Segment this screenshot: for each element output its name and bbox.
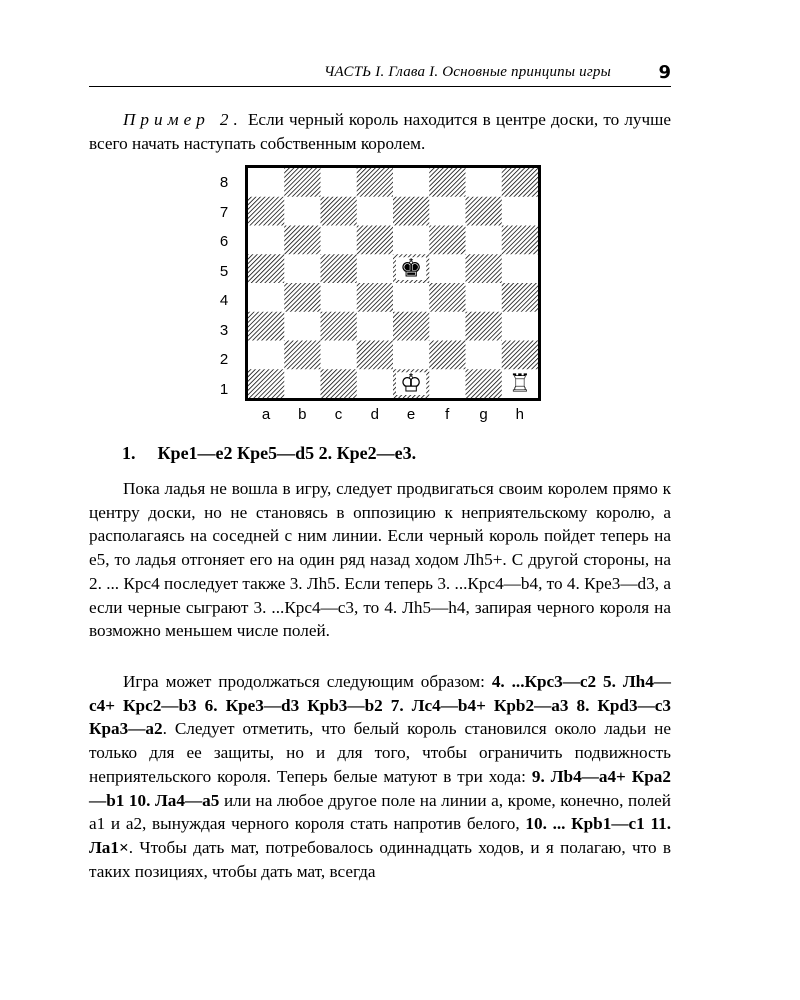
square-g7 — [466, 197, 503, 226]
running-header-title: ЧАСТЬ I. Глава I. Основные принципы игры — [324, 64, 611, 80]
square-e2 — [393, 341, 430, 370]
square-c7 — [321, 197, 358, 226]
square-e6 — [393, 226, 430, 255]
rank-label: 2 — [219, 351, 229, 368]
square-g8 — [466, 168, 503, 197]
square-c3 — [321, 312, 358, 341]
square-a5 — [248, 254, 285, 283]
intro-paragraph — [89, 108, 671, 155]
move-number: 1. — [122, 443, 136, 463]
square-h5 — [502, 254, 539, 283]
square-c2 — [321, 341, 358, 370]
paragraph-3-moves-2: 9. Лb4—а4+ Кра2—b1 10. Ла4—а5 — [89, 766, 671, 810]
file-label: c — [334, 406, 343, 423]
square-c6 — [321, 226, 358, 255]
square-b5 — [284, 254, 321, 283]
square-f3 — [429, 312, 466, 341]
square-c8 — [321, 168, 358, 197]
square-f5 — [429, 254, 466, 283]
square-d7 — [357, 197, 394, 226]
running-header — [89, 62, 671, 87]
file-label: e — [406, 406, 416, 423]
square-b1 — [284, 369, 321, 398]
square-g2 — [466, 341, 503, 370]
square-f6 — [429, 226, 466, 255]
main-line-moves — [122, 443, 416, 464]
square-e4 — [393, 283, 430, 312]
rank-label: 6 — [219, 233, 229, 250]
square-b8 — [284, 168, 321, 197]
square-c4 — [321, 283, 358, 312]
paragraph-3-moves-1: 4. ...Крс3—с2 5. Лh4—с4+ Крс2—b3 6. Кре3—d3 Крb3—b2 7. Лс4—b4+ Крb2—а3 8. Крd3—с3 Кра3—а2 — [89, 672, 671, 739]
square-h6 — [502, 226, 539, 255]
square-g6 — [466, 226, 503, 255]
square-b4 — [284, 283, 321, 312]
intro-text: Если черный король находится в центре доски, то лучше всего начать наступать собственным королем. — [89, 110, 672, 153]
rank-label: 4 — [219, 292, 229, 309]
file-label: f — [445, 406, 450, 423]
square-d2 — [357, 341, 394, 370]
paragraph-2: Пока ладья не вошла в игру, следует продвигаться своим королем прямо к центру доски, но не становясь в оппозицию к неприятельскому королю, а располагаясь на соседней с ним линии. Если черный король пойдет теперь на е5, то ладья отгоняет его на один ряд назад ходом Лh5+. С другой стороны, на 2. ... Крс4 последует также 3. Лh5. Если теперь 3. ...Крс4—b4, то 4. Кре3—d3, а если черные сыграют 3. ...Крс4—с3, то 4. Лh5—h4, запирая черного короля на возможно меньшем числе полей. — [89, 479, 671, 641]
square-a1 — [248, 369, 285, 398]
rank-label: 8 — [219, 174, 229, 191]
square-a6 — [248, 226, 285, 255]
square-h2 — [502, 341, 539, 370]
paragraph-3-text-4: . Чтобы дать мат, потребовалось одиннадцать ходов, и я полагаю, что в таких позициях, чтобы дать мат, всегда — [89, 837, 671, 881]
page-number: 9 — [658, 62, 671, 83]
square-b7 — [284, 197, 321, 226]
file-label: d — [370, 406, 379, 423]
square-c1 — [321, 369, 358, 398]
square-h8 — [502, 168, 539, 197]
square-h3 — [502, 312, 539, 341]
rank-label: 7 — [219, 203, 229, 221]
square-b6 — [284, 226, 321, 255]
square-b2 — [284, 341, 321, 370]
square-d5 — [357, 254, 394, 283]
square-g5 — [466, 254, 503, 283]
square-d3 — [357, 312, 394, 341]
white-king-icon: ♔ — [399, 368, 423, 398]
file-label: g — [479, 406, 488, 423]
file-label: a — [261, 406, 271, 423]
rank-label: 1 — [219, 380, 229, 398]
black-king-icon: ♚ — [399, 253, 423, 283]
paragraph-3-text-3: или на любое другое поле на линии а, кроме, конечно, полей а1 и а2, вынуждая черного короля стать напротив белого, — [89, 790, 671, 834]
square-f7 — [429, 197, 466, 226]
file-label: b — [298, 406, 307, 423]
move-text: Кре1—е2 Кре5—d5 2. Кре2—е3. — [157, 443, 417, 463]
square-a8 — [248, 168, 285, 197]
square-g1 — [466, 369, 503, 398]
square-a4 — [248, 283, 285, 312]
square-a7 — [248, 197, 285, 226]
square-d6 — [357, 226, 394, 255]
square-c5 — [321, 254, 358, 283]
paragraph-3 — [89, 670, 671, 883]
square-e7 — [393, 197, 430, 226]
square-d8 — [357, 168, 394, 197]
example-label: Пример 2. — [123, 110, 243, 129]
square-d4 — [357, 283, 394, 312]
square-a2 — [248, 341, 285, 370]
paragraph-3-text-2: . Следует отметить, что белый король становился около ладьи не только для ее защиты, но и для того, чтобы ограничить подвижность неприятельского короля. Теперь белые матуют в три хода: — [89, 719, 671, 786]
rank-label: 5 — [219, 262, 229, 280]
square-f2 — [429, 341, 466, 370]
square-h7 — [502, 197, 539, 226]
square-g4 — [466, 283, 503, 312]
square-g3 — [466, 312, 503, 341]
paragraph-3-text-1: Игра может продолжаться следующим образом: — [123, 672, 492, 691]
paragraph-3-moves-3: 10. ... Крb1—с1 11. Ла1× — [89, 814, 671, 857]
square-e3 — [393, 312, 430, 341]
file-label: h — [515, 406, 524, 423]
square-b3 — [284, 312, 321, 341]
square-f8 — [429, 168, 466, 197]
square-e8 — [393, 168, 430, 197]
square-a3 — [248, 312, 285, 341]
square-h4 — [502, 283, 539, 312]
square-f1 — [429, 369, 466, 398]
square-f4 — [429, 283, 466, 312]
square-d1 — [357, 369, 394, 398]
chessboard — [245, 165, 541, 401]
rank-label: 3 — [219, 321, 229, 339]
white-rook-icon: ♖ — [508, 368, 532, 398]
